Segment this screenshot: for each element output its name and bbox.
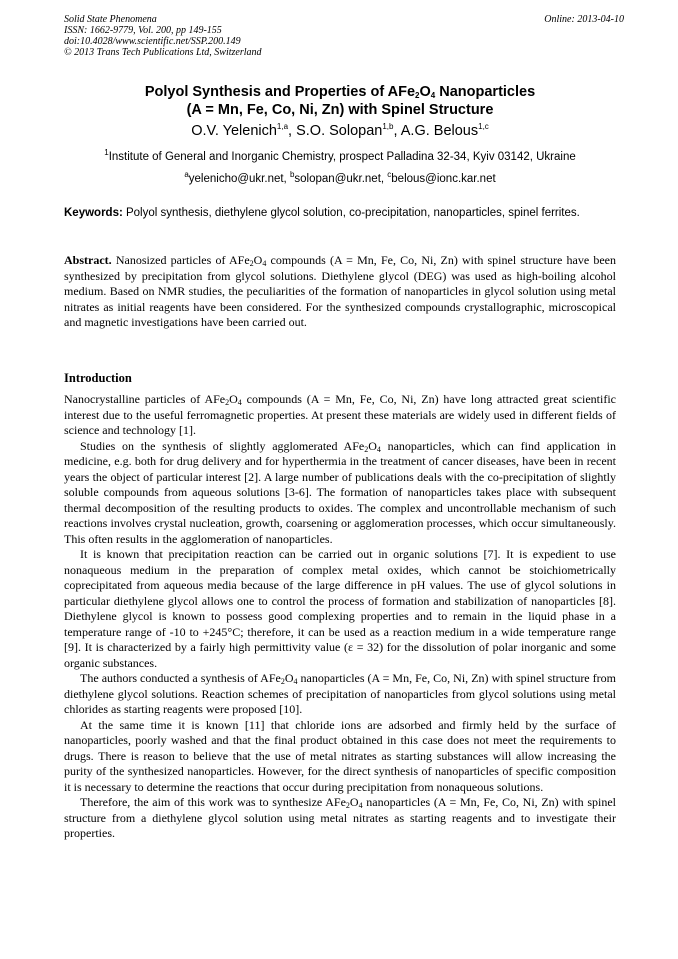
author-list: O.V. Yelenich$^{1,a}$, S.O. Solopan$^{1,b}$, A.G. Belous$^{1,c}$: [191, 122, 489, 139]
paper-title: [64, 83, 616, 119]
paragraph: Therefore, the aim of this work was to synthesize $AFe_2O_4$ nanoparticles (A = Mn, Fe, Co, Ni, Zn) with spinel structure from a diethylene glycol solution using metal nitrates as starting reagents and to investigate their properties.: [64, 795, 616, 840]
abstract: Abstract. Nanosized particles of $AFe_2O_4$ compounds (A = Mn, Fe, Co, Ni, Zn) with spinel structure have been synthesized by precipitation from glycol solutions. Diethylene glycol (DEG) was used as high-boiling alcohol medium. Based on NMR studies, the peculiarities of the formation of nanoparticles in glycol solution using metal nitrates as initial reagents have been considered. For the synthesized compounds crystallographic, microscopical and magnetic investigations have been carried out.: [64, 253, 616, 329]
email-c[interactable]: belous@ionc.kar.net: [391, 173, 496, 185]
keywords: [64, 206, 616, 221]
doi-line[interactable]: doi:10.4028/www.scientific.net/SSP.200.149: [64, 36, 241, 47]
online-date: Online: 2013-04-10: [544, 14, 624, 25]
journal-header: [64, 14, 624, 58]
introduction-body: [64, 392, 616, 842]
affiliation: $^1$Institute of General and Inorganic Chemistry, prospect Palladina 32-34, Kyiv 03142, Ukraine: [104, 148, 576, 163]
paragraph: Nanocrystalline particles of $AFe_2O_4$ compounds (A = Mn, Fe, Co, Ni, Zn) have long attracted great scientific interest due to the useful ferromagnetic properties. At present these materials are widely used in different fields of science and technology [1].: [64, 392, 616, 437]
title-line-2: (A = Mn, Fe, Co, Ni, Zn) with Spinel Structure: [186, 102, 494, 118]
journal-name: Solid State Phenomena: [64, 14, 157, 25]
paragraph: Studies on the synthesis of slightly agglomerated $AFe_2O_4$ nanoparticles, which can find application in medicine, e.g. both for drug delivery and for hyperthermia in the treatment of cancer diseases, have been in recent years the object of particular interest [2]. A large number of publications deals with the co-precipitation of slightly soluble compounds from aqueous solutions [3-6]. The formation of nanoparticles takes place with subsequent thermal decomposition of the resulting products to oxides. The complex and uncontrollable mechanism of such reactions involves crystal nucleation, growth, coarsening or agglomeration processes, which occur simultaneously. This often results in the agglomeration of nanoparticles.: [64, 438, 616, 546]
paragraph: At the same time it is known [11] that chloride ions are adsorbed and firmly held by the surface of nanoparticles, poorly washed and that the final product obtained in this case does not meet the requirements to drugs. There is reason to believe that the use of metal nitrates as starting substances will allow increasing the purity of the synthesized nanoparticles. However, for the direct synthesis of nanoparticles of specific composition it is necessary to determine the reactions that occur during precipitation from nonaqueous solutions.: [64, 717, 616, 794]
email-b[interactable]: solopan@ukr.net,: [294, 173, 388, 185]
keywords-text: Polyol synthesis, diethylene glycol solution, co-precipitation, nanoparticles, spinel ferrites.: [122, 207, 580, 219]
abstract-label: Abstract.: [64, 253, 112, 267]
copyright-line: © 2013 Trans Tech Publications Ltd, Switzerland: [64, 47, 262, 58]
author-emails: $^a$yelenicho@ukr.net, $^b$solopan@ukr.net, $^c$belous@ionc.kar.net: [184, 170, 496, 185]
paragraph: It is known that precipitation reaction can be carried out in organic solutions [7]. It is expedient to use nonaqueous medium in the preparation of complex metal oxides, which cannot be stoichiometrically coprecipitated from aqueous media because of the large difference in pH values. The use of glycol solutions in particular diethylene glycol allows one to control the process of formation and stabilization of nanoparticles [8]. Diethylene glycol is known to possess good complexing properties and to remain in the liquid phase in a temperature range of -10 to +245°C; therefore, it can be used as a reaction medium in a wide temperature range [9]. It is characterized by a fairly high permittivity value (ε = 32) for the dissolution of polar inorganic and some organic substances.: [64, 547, 616, 670]
email-a[interactable]: yelenicho@ukr.net,: [188, 173, 290, 185]
keywords-label: Keywords:: [64, 207, 123, 219]
issn-line: ISSN: 1662-9779, Vol. 200, pp 149-155: [64, 25, 222, 36]
title-line-1: Polyol Synthesis and Properties of $AFe_2O_4$ Nanoparticles: [144, 84, 536, 100]
section-heading-introduction: Introduction: [64, 371, 132, 385]
paragraph: The authors conducted a synthesis of $AFe_2O_4$ nanoparticles (A = Mn, Fe, Co, Ni, Zn) with spinel structure from diethylene glycol solutions. Reaction schemes of precipitation of nanoparticles from glycol solutions using metal chlorides as starting reagents were proposed [10].: [64, 671, 617, 716]
